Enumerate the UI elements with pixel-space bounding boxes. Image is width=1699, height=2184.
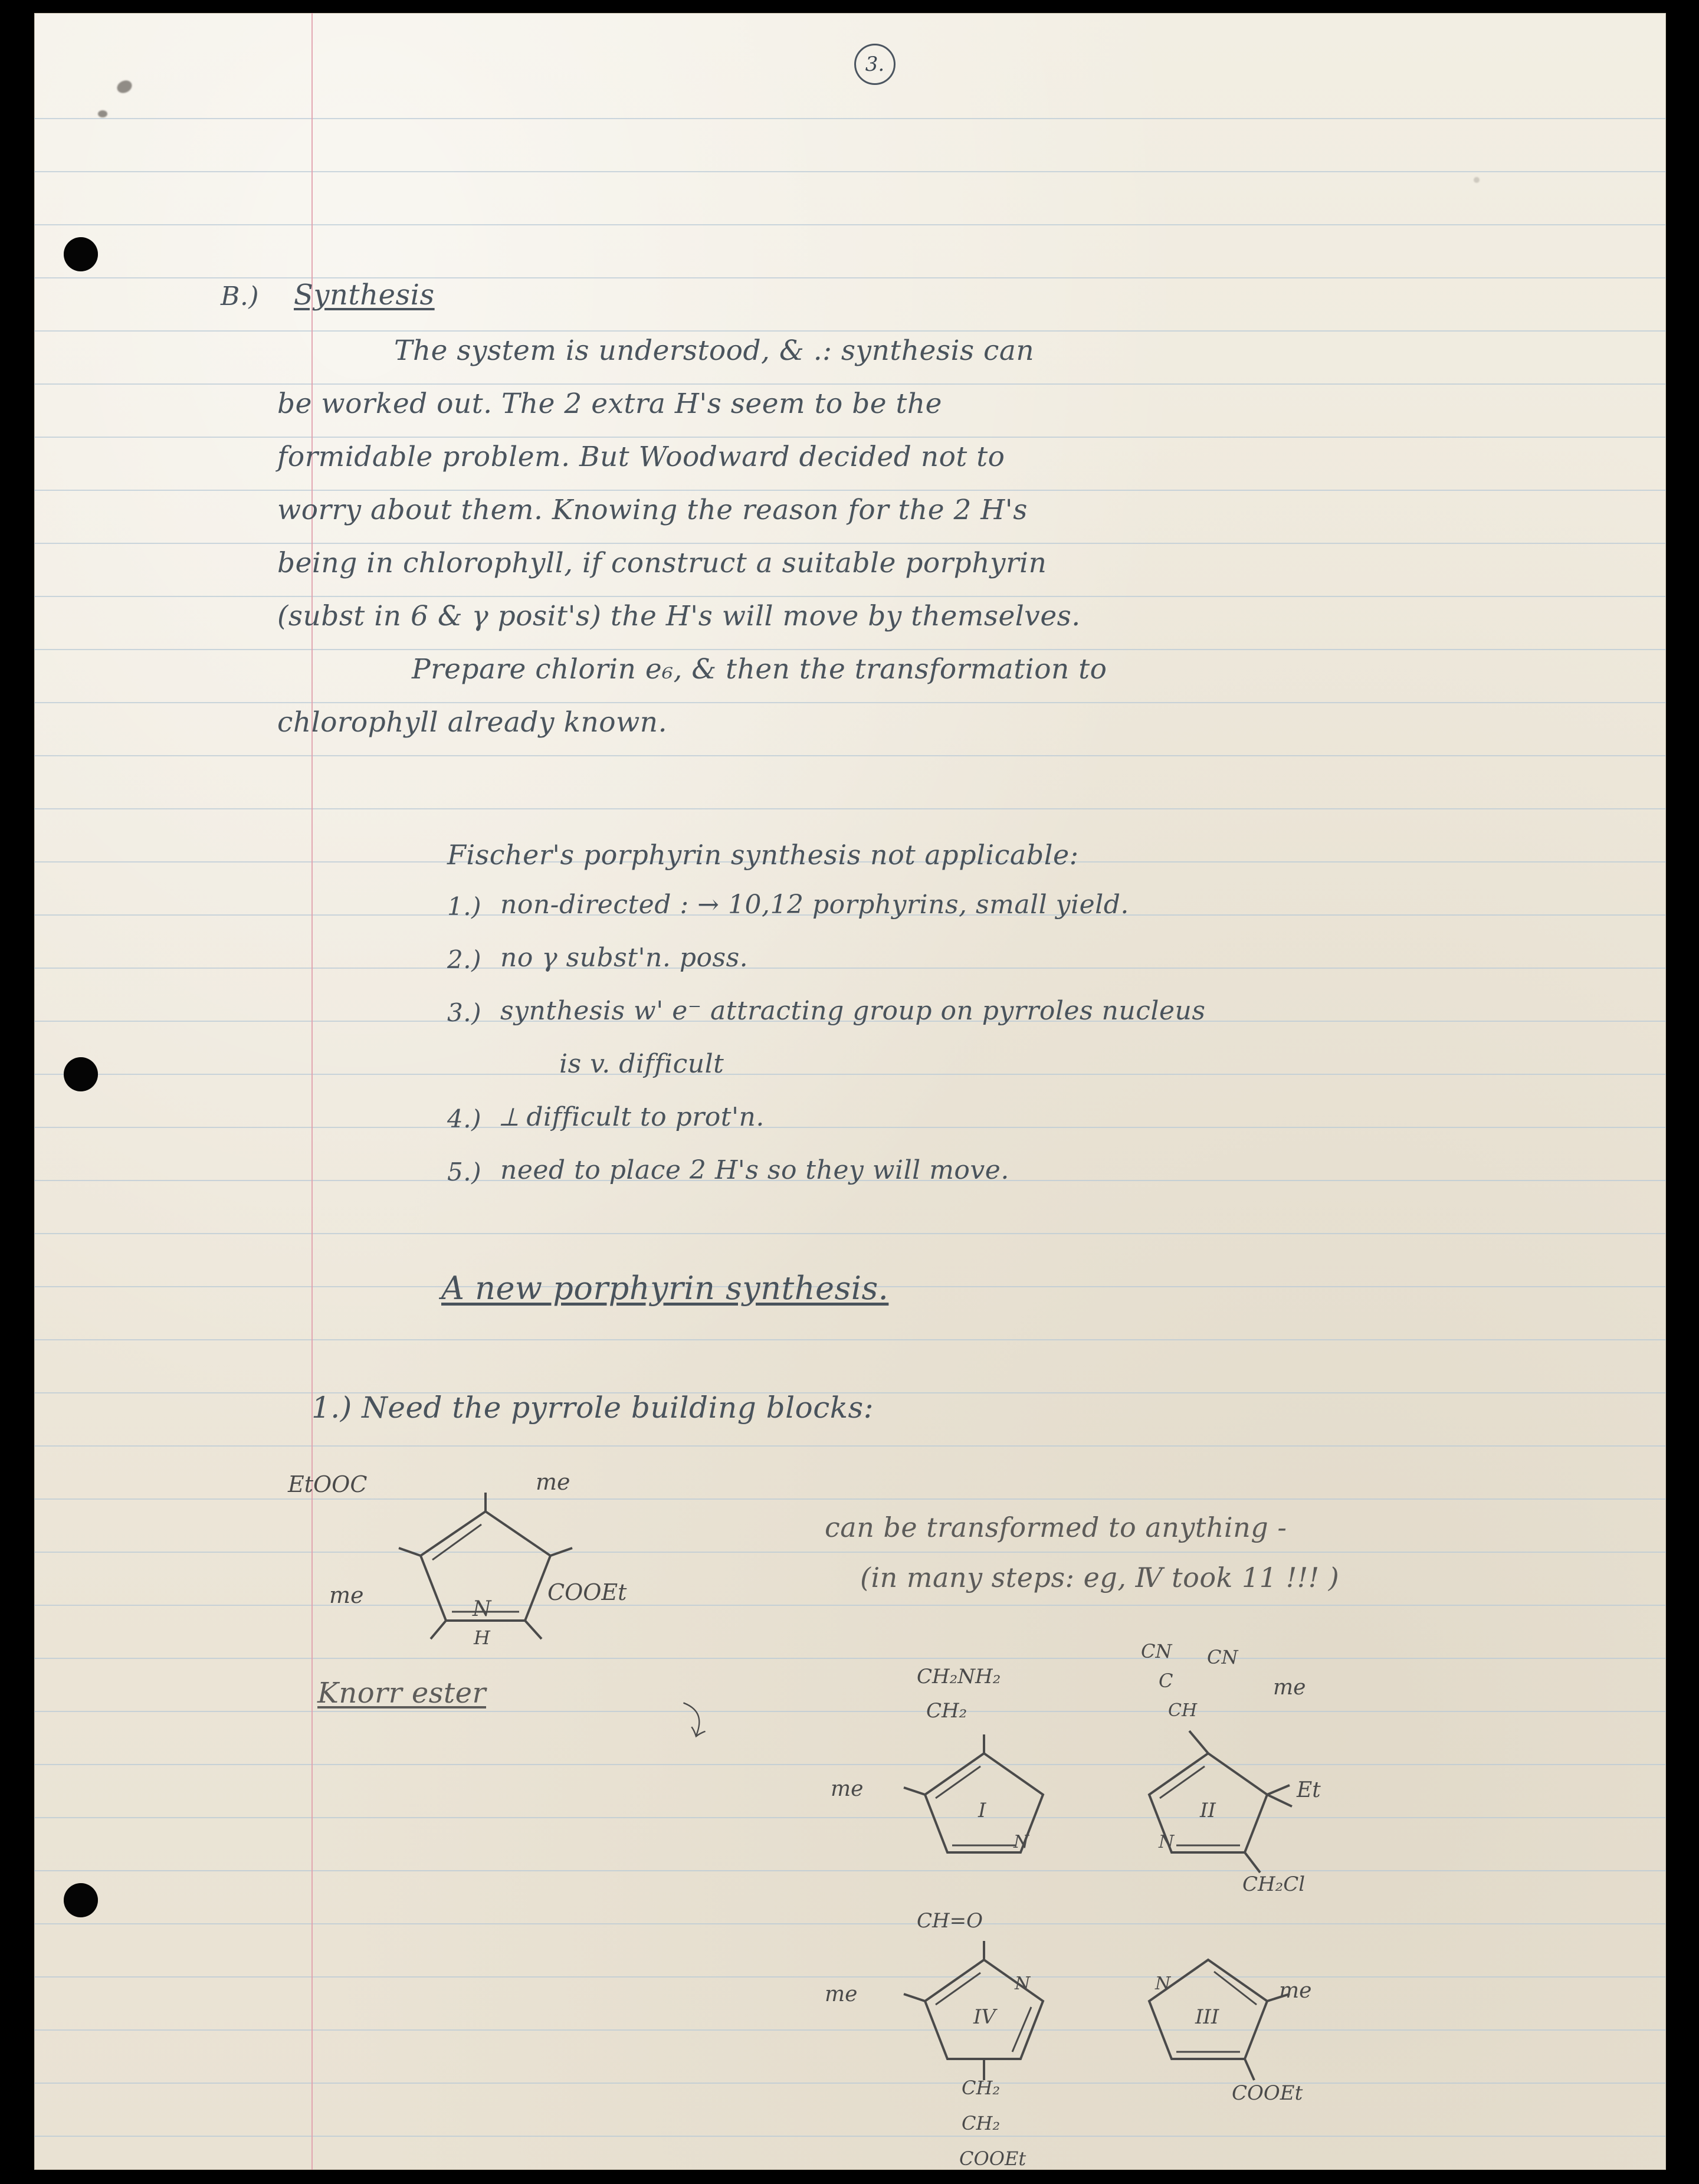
rule-line xyxy=(34,808,1666,809)
body-line: worry about them. Knowing the reason for the 2 H's xyxy=(277,494,1028,526)
rule-line xyxy=(34,596,1666,597)
notebook-page xyxy=(34,13,1666,2170)
new-synthesis-heading: A new porphyrin synthesis. xyxy=(441,1270,889,1307)
rule-line xyxy=(34,1498,1666,1500)
section-title: Synthesis xyxy=(294,278,435,311)
pyrrole-II-label-et: Et xyxy=(1297,1778,1321,1802)
knorr-label-me-left: me xyxy=(329,1582,364,1608)
pyrrole-IV-structure xyxy=(825,1909,1084,2170)
fischer-heading: Fischer's porphyrin synthesis not applicable: xyxy=(447,839,1079,871)
list-text: no γ subst'n. poss. xyxy=(500,943,749,973)
rule-line xyxy=(34,1817,1666,1818)
pyrrole-IV-label-ch2-b: CH₂ xyxy=(962,2112,1001,2134)
rule-line xyxy=(34,277,1666,278)
pyrrole-II-label-cn-right: CN xyxy=(1207,1646,1238,1668)
svg-text:N: N xyxy=(1014,1832,1029,1852)
rule-line xyxy=(34,118,1666,119)
pyrrole-I-label-me: me xyxy=(831,1777,864,1801)
rule-line xyxy=(34,1923,1666,1924)
pyrrole-IV-label-ch2-a: CH₂ xyxy=(962,2077,1001,2099)
paper-smudge xyxy=(1474,177,1480,183)
svg-text:N: N xyxy=(1015,1973,1031,1994)
list-number: 5.) xyxy=(447,1157,481,1186)
rule-line xyxy=(34,330,1666,332)
list-text: is v. difficult xyxy=(559,1049,724,1079)
paper-smudge xyxy=(115,78,134,95)
rule-line xyxy=(34,1711,1666,1712)
body-line: chlorophyll already known. xyxy=(277,706,668,739)
pyrrole-II-label-c: C xyxy=(1159,1670,1173,1692)
list-text: non-directed : → 10,12 porphyrins, small yield. xyxy=(500,890,1129,920)
right-note-line-1: can be transformed to anything - xyxy=(825,1511,1287,1543)
pyrrole-I-structure xyxy=(831,1665,1084,1860)
body-line: (subst in 6 & γ posit's) the H's will move by themselves. xyxy=(277,600,1081,632)
svg-text:IV: IV xyxy=(973,2005,996,2029)
pyrrole-II-label-me: me xyxy=(1273,1675,1306,1700)
rule-line xyxy=(34,437,1666,438)
rule-line xyxy=(34,1552,1666,1553)
rule-line xyxy=(34,383,1666,385)
down-arrow-icon: ⤵ xyxy=(671,1700,714,1745)
rule-line xyxy=(34,1339,1666,1340)
punch-hole xyxy=(64,1883,98,1917)
pyrrole-III-structure xyxy=(1120,1948,1312,2105)
list-number: 4.) xyxy=(447,1104,481,1133)
svg-text:I: I xyxy=(978,1799,986,1822)
list-number: 3.) xyxy=(447,998,481,1027)
punch-hole xyxy=(64,237,98,271)
rule-line xyxy=(34,543,1666,544)
pyrrole-IV-label-me: me xyxy=(825,1982,858,2006)
pyrrole-I-label-ch2nh2: CH₂NH₂ xyxy=(917,1665,1001,1688)
body-line: The system is understood, & .: synthesis can xyxy=(394,335,1035,367)
svg-text:II: II xyxy=(1200,1799,1216,1822)
rule-line xyxy=(34,490,1666,491)
pyrrole-II-label-cn-left: CN xyxy=(1141,1640,1172,1662)
step-one-text: 1.) Need the pyrrole building blocks: xyxy=(311,1391,874,1425)
margin-rule xyxy=(311,13,313,2170)
svg-text:N: N xyxy=(1159,1832,1175,1852)
right-note-line-2: (in many steps: eg, Ⅳ took 11 !!! ) xyxy=(860,1562,1340,1593)
knorr-label-n: N xyxy=(473,1597,491,1621)
rule-line xyxy=(34,1445,1666,1447)
body-line: Prepare chlorin e₆, & then the transformation to xyxy=(412,653,1107,686)
rule-line xyxy=(34,1074,1666,1075)
rule-line xyxy=(34,1658,1666,1659)
list-number: 2.) xyxy=(447,945,481,974)
rule-line xyxy=(34,171,1666,172)
list-text: ⟂ difficult to prot'n. xyxy=(500,1102,765,1132)
pyrrole-I-label-ch2: CH₂ xyxy=(926,1699,967,1723)
rule-line xyxy=(34,1976,1666,1978)
paper-smudge xyxy=(98,110,107,117)
body-line: being in chlorophyll, if construct a suitable porphyrin xyxy=(277,547,1047,579)
rule-line xyxy=(34,1233,1666,1234)
rule-line xyxy=(34,1605,1666,1606)
rule-line xyxy=(34,2083,1666,2084)
knorr-ester-caption: Knorr ester xyxy=(317,1677,486,1710)
rule-line xyxy=(34,968,1666,969)
list-text: synthesis w' e⁻ attracting group on pyrroles nucleus xyxy=(500,996,1206,1026)
knorr-label-etooc: EtOOC xyxy=(288,1471,368,1497)
rule-line xyxy=(34,2136,1666,2137)
pyrrole-III-label-me: me xyxy=(1279,1979,1312,2003)
rule-line xyxy=(34,1127,1666,1128)
knorr-label-h: H xyxy=(474,1626,490,1649)
body-line: formidable problem. But Woodward decided not to xyxy=(277,441,1005,473)
section-label: B.) xyxy=(221,281,259,311)
knorr-ester-structure xyxy=(288,1469,627,1649)
pyrrole-II-label-ch: CH xyxy=(1168,1700,1198,1721)
rule-line xyxy=(34,649,1666,650)
page-number-text: 3. xyxy=(865,53,885,76)
rule-line xyxy=(34,755,1666,756)
svg-text:III: III xyxy=(1195,2005,1219,2029)
list-number: 1.) xyxy=(447,892,481,921)
rule-line xyxy=(34,224,1666,225)
rule-line xyxy=(34,702,1666,703)
pyrrole-III-label-cooet: COOEt xyxy=(1232,2081,1303,2105)
pyrrole-II-structure xyxy=(1120,1640,1321,1896)
page-number-badge xyxy=(854,44,896,85)
knorr-label-me-top: me xyxy=(536,1469,570,1495)
knorr-label-cooet: COOEt xyxy=(547,1579,627,1605)
rule-line xyxy=(34,1870,1666,1871)
rule-line xyxy=(34,1764,1666,1765)
rule-line xyxy=(34,2029,1666,2031)
pyrrole-IV-label-cooet: COOEt xyxy=(959,2147,1026,2170)
svg-text:N: N xyxy=(1155,1973,1171,1994)
pyrrole-II-label-ch2cl: CH₂Cl xyxy=(1242,1873,1306,1896)
list-text: need to place 2 H's so they will move. xyxy=(500,1155,1009,1185)
punch-hole xyxy=(64,1057,98,1091)
pyrrole-IV-label-cho: CH=O xyxy=(917,1909,983,1933)
body-line: be worked out. The 2 extra H's seem to be the xyxy=(277,388,942,420)
